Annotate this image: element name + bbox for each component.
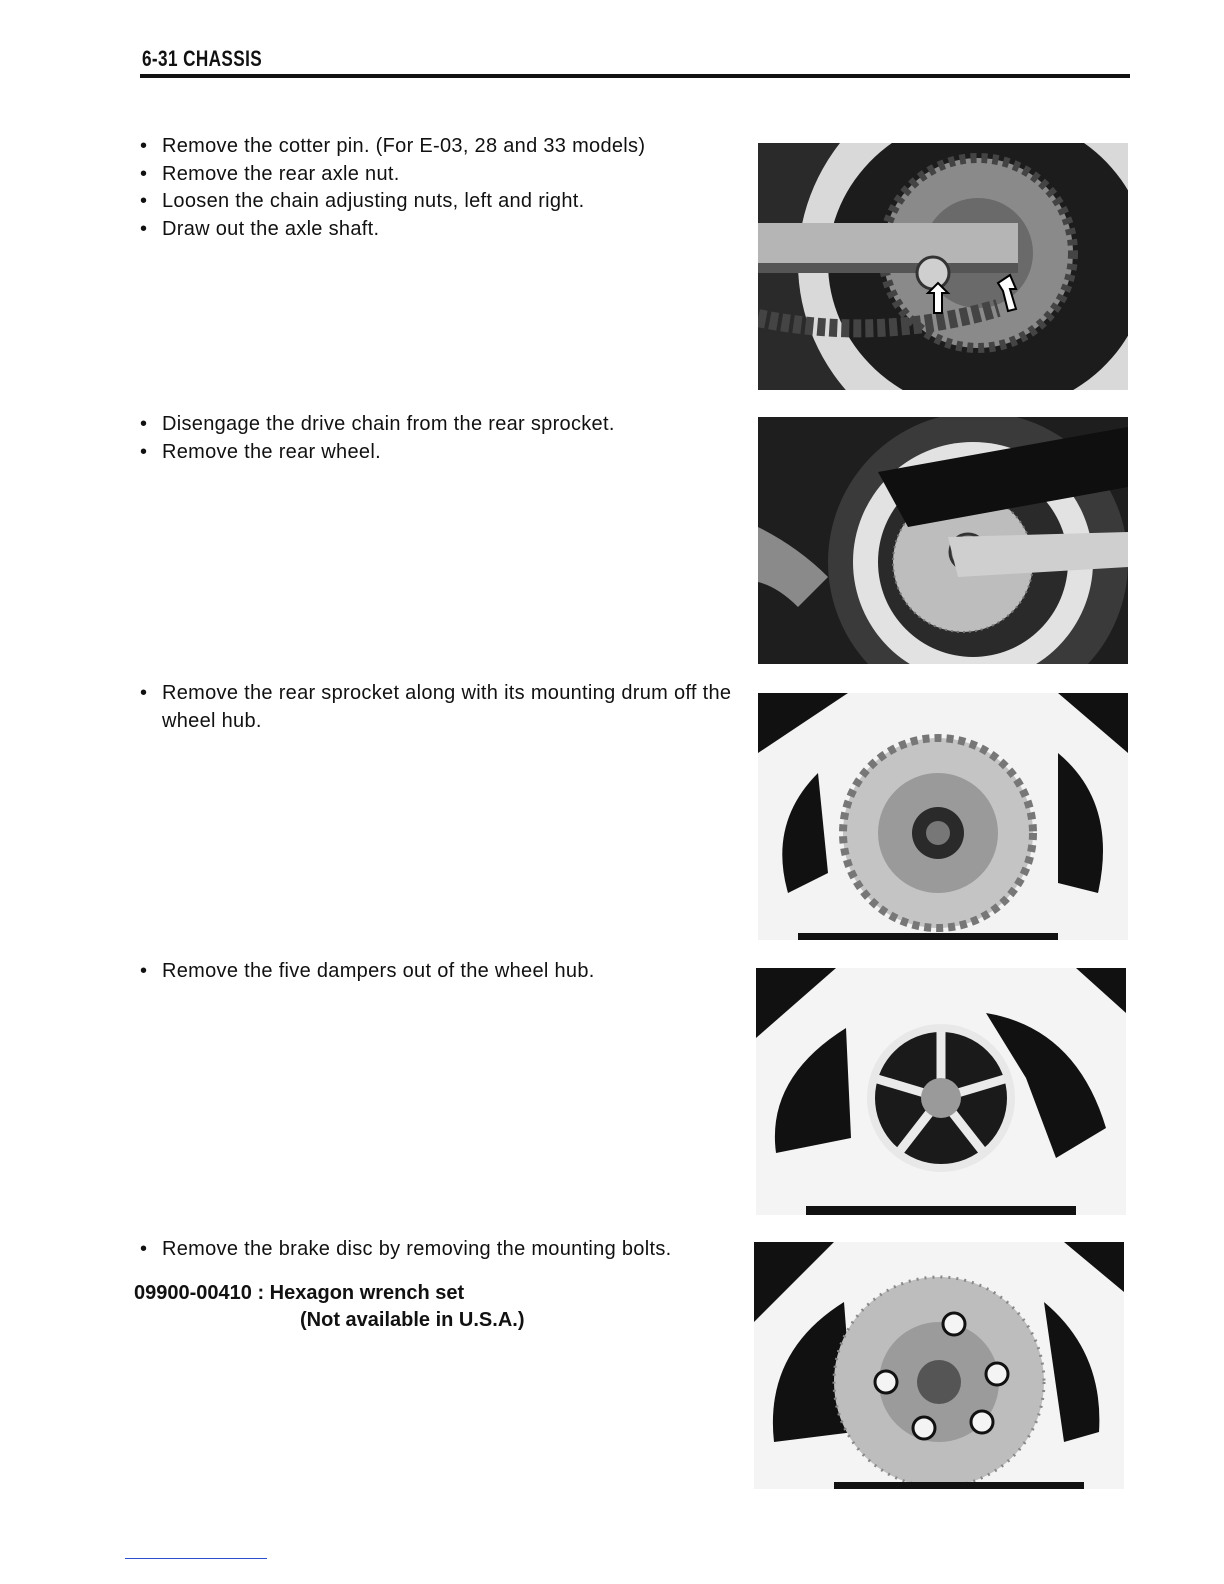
wheel-hub-dampers-photo	[756, 968, 1126, 1215]
brake-disc-bolts-photo	[754, 1242, 1124, 1489]
tool-name: Hexagon wrench set	[269, 1282, 465, 1304]
axle-chain-adjuster-photo	[758, 143, 1128, 390]
step-4-instructions	[140, 958, 595, 986]
step-2-bullet-1: • Disengage the drive chain from the rear sprocket.	[140, 411, 615, 439]
tool-note: (Not available in U.S.A.)	[300, 1309, 525, 1331]
header-divider	[140, 74, 1130, 78]
rear-sprocket-photo	[758, 693, 1128, 940]
step-3-bullet-1: • Remove the rear sprocket along with its mounting drum off the wheel hub.	[140, 680, 740, 735]
step-4-bullet-1: • Remove the five dampers out of the wheel hub.	[140, 958, 595, 986]
tool-separator: :	[251, 1282, 270, 1304]
step-2-instructions	[140, 411, 615, 466]
step-3-instructions	[140, 680, 740, 735]
rear-wheel-removal-photo	[758, 417, 1128, 664]
step-1-bullet-4: • Draw out the axle shaft.	[140, 216, 645, 244]
step-1-bullet-2: • Remove the rear axle nut.	[140, 161, 645, 189]
step-5-instructions	[140, 1236, 671, 1264]
footer-divider	[125, 1558, 267, 1559]
step-5-bullet-1: • Remove the brake disc by removing the mounting bolts.	[140, 1236, 671, 1264]
page-title: 6-31 CHASSIS	[142, 46, 263, 71]
step-1-bullet-3: • Loosen the chain adjusting nuts, left and right.	[140, 188, 645, 216]
tool-part-number: 09900-00410	[134, 1282, 252, 1304]
step-2-bullet-2: • Remove the rear wheel.	[140, 439, 615, 467]
step-1-instructions	[140, 133, 645, 243]
step-1-bullet-1: • Remove the cotter pin. (For E-03, 28 and 33 models)	[140, 133, 645, 161]
special-tool	[134, 1280, 524, 1334]
